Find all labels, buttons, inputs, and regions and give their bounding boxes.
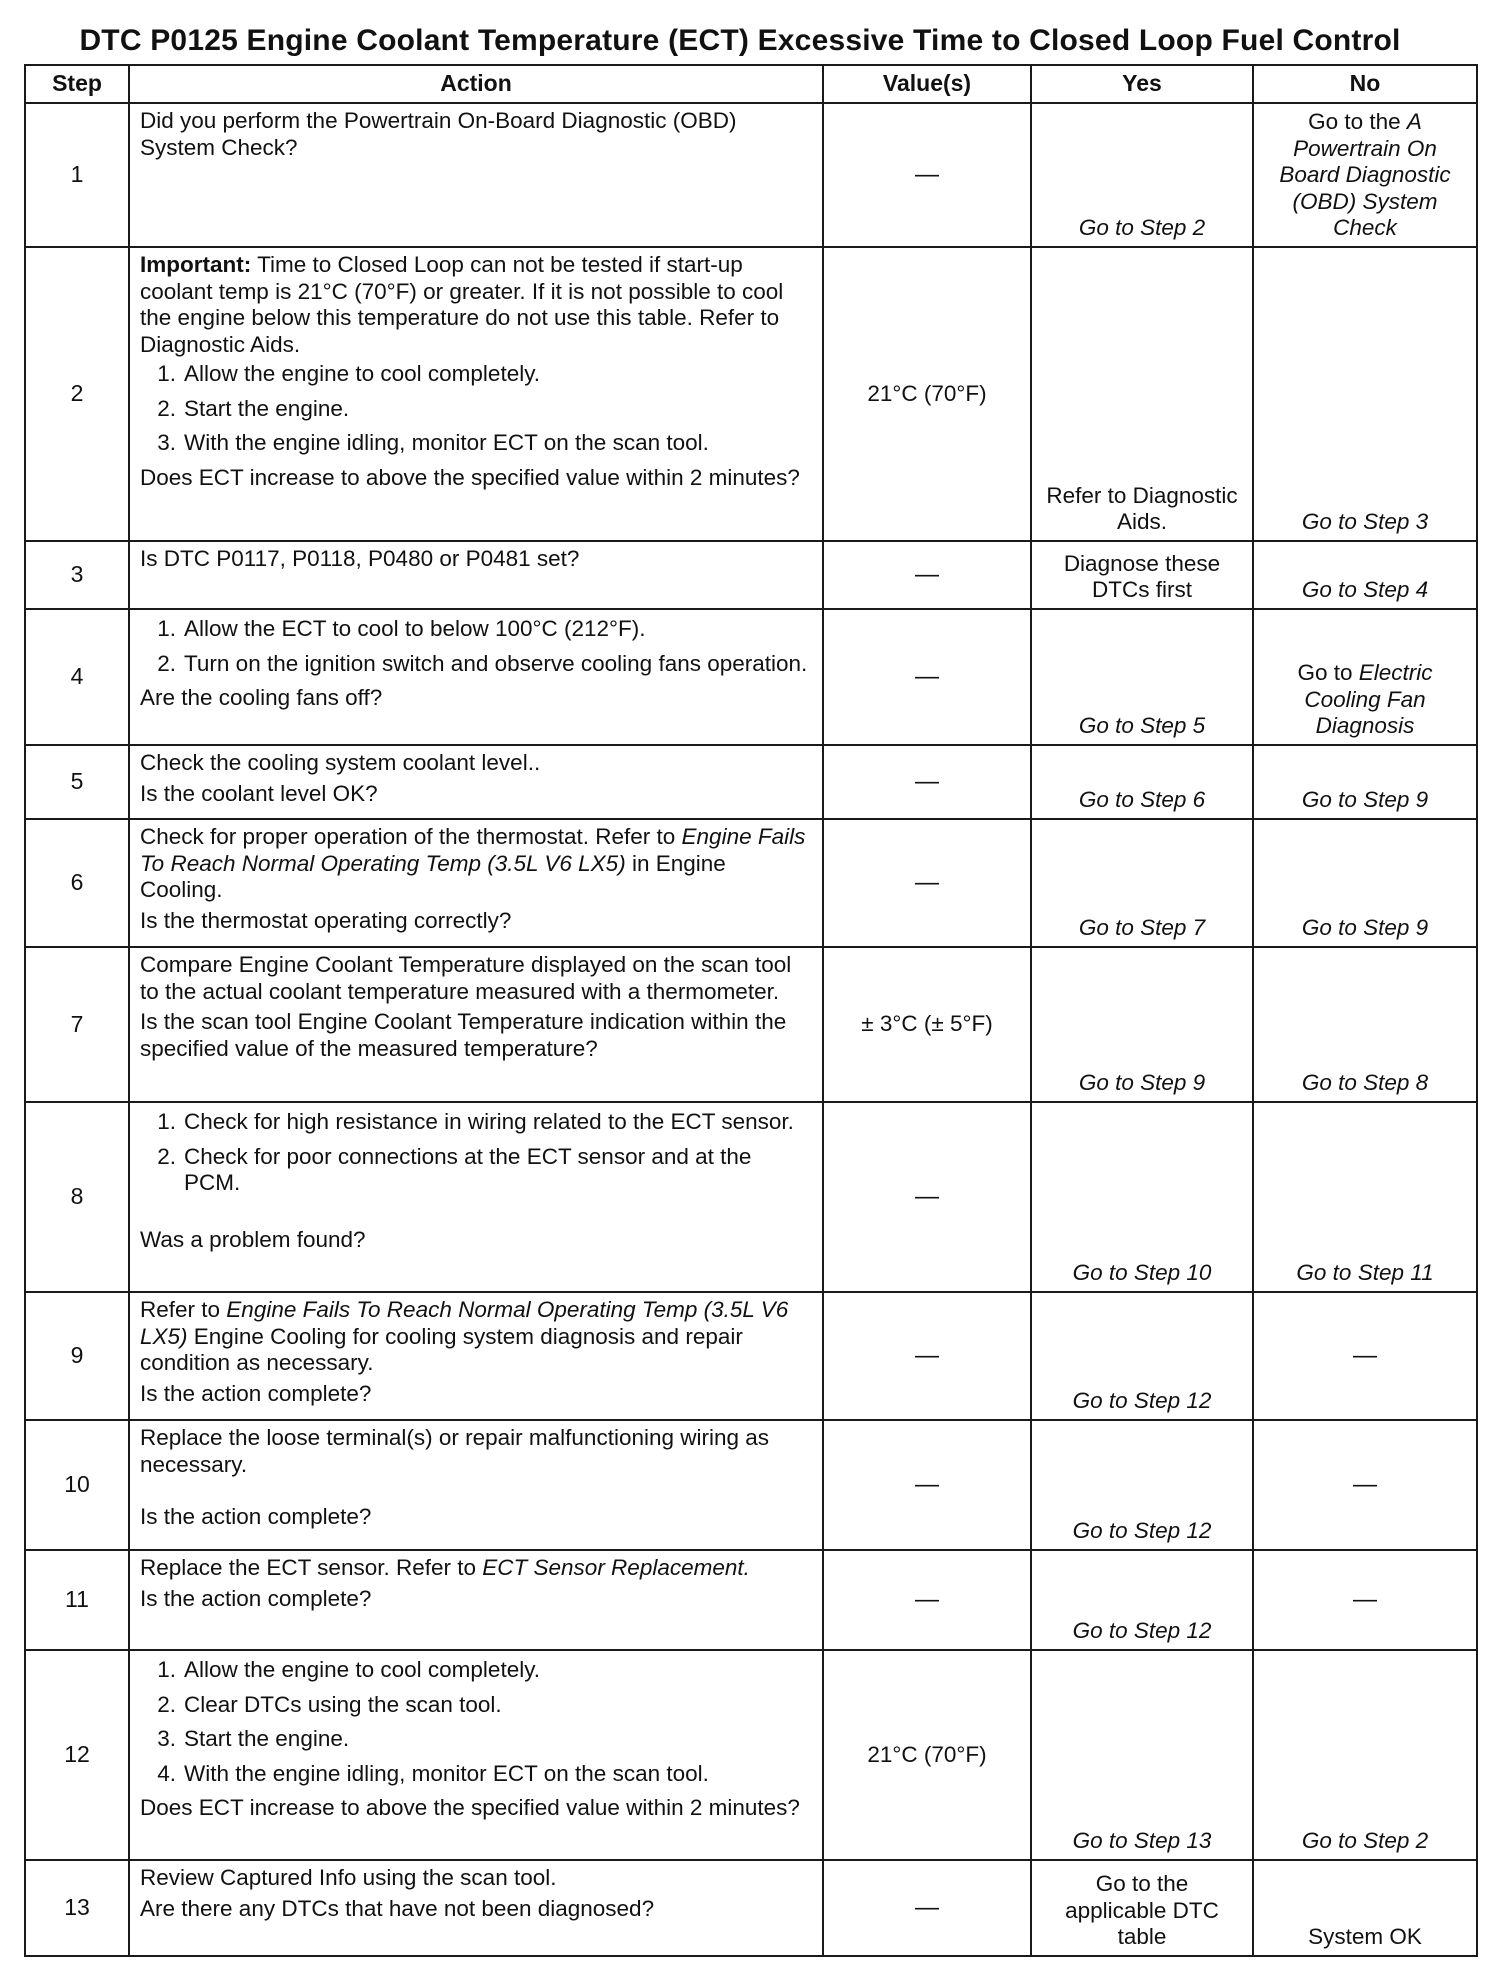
- no-cell: Go to Step 9: [1253, 745, 1477, 819]
- yes-cell: Diagnose these DTCs first: [1031, 541, 1253, 609]
- header-step: Step: [25, 65, 129, 103]
- action-text: Compare Engine Coolant Temperature displayed on the scan tool to the actual coolant temperature measured with a thermometer.: [140, 952, 792, 1004]
- list-text: Check for high resistance in wiring related to the ECT sensor.: [184, 1109, 794, 1134]
- action-cell: [129, 1650, 823, 1860]
- table-row: [25, 819, 1477, 947]
- header-yes: Yes: [1031, 65, 1253, 103]
- list-item: [140, 1761, 812, 1788]
- table-row: [25, 541, 1477, 609]
- no-link-text: A Powertrain On Board Diagnostic (OBD) System Check: [1279, 109, 1451, 241]
- list-item: [140, 396, 812, 423]
- no-cell: Go to Step 9: [1253, 819, 1477, 947]
- no-cell: [1253, 103, 1477, 247]
- action-cell: [129, 1550, 823, 1650]
- table-row: [25, 745, 1477, 819]
- action-text-part: in Engine Cooling.: [140, 850, 726, 903]
- action-cell: [129, 947, 823, 1102]
- table-row: [25, 1420, 1477, 1550]
- list-number: 4.: [157, 1760, 176, 1786]
- action-text: Is DTC P0117, P0118, P0480 or P0481 set?: [140, 546, 580, 571]
- table-row: [25, 1292, 1477, 1420]
- list-text: Clear DTCs using the scan tool.: [184, 1691, 502, 1717]
- important-note: [140, 252, 812, 358]
- list-text: Start the engine.: [184, 1726, 350, 1752]
- list-text: Start the engine.: [184, 395, 350, 421]
- action-text: Did you perform the Powertrain On-Board Diagnostic (OBD) System Check?: [140, 108, 737, 160]
- list-number: 1.: [157, 1109, 176, 1134]
- action-cell: [129, 745, 823, 819]
- action-question: Is the scan tool Engine Coolant Temperature indication within the specified value of the measured temperature?: [140, 1009, 787, 1061]
- action-text-part: Refer to: [140, 1297, 227, 1322]
- action-text-part: Replace the ECT sensor. Refer to: [140, 1555, 483, 1580]
- action-text: [140, 824, 812, 904]
- diagnostic-table: [24, 64, 1478, 1957]
- step-number: 11: [25, 1550, 129, 1650]
- header-values: Value(s): [823, 65, 1031, 103]
- reference-title: ECT Sensor Replacement.: [482, 1555, 750, 1580]
- step-number: 10: [25, 1420, 129, 1550]
- action-cell: [129, 247, 823, 541]
- value-text: —: [915, 1182, 939, 1210]
- no-cell: Go to Step 11: [1253, 1102, 1477, 1292]
- list-text: With the engine idling, monitor ECT on the scan tool.: [184, 430, 709, 456]
- action-question: Is the action complete?: [140, 1585, 372, 1611]
- table-row: [25, 247, 1477, 541]
- action-cell: [129, 103, 823, 247]
- list-text: Check for poor connections at the ECT sensor and at the PCM.: [184, 1143, 752, 1196]
- table-header-row: [25, 65, 1477, 103]
- list-number: 1.: [157, 361, 176, 387]
- list-text: Allow the engine to cool completely.: [184, 361, 541, 387]
- value-cell: [823, 1292, 1031, 1420]
- no-text: —: [1353, 1470, 1377, 1498]
- list-number: 2.: [157, 650, 176, 676]
- no-cell: System OK: [1253, 1860, 1477, 1956]
- no-cell: [1253, 1292, 1477, 1420]
- list-number: 2.: [157, 395, 176, 421]
- action-text: Replace the loose terminal(s) or repair malfunctioning wiring as necessary.: [140, 1425, 770, 1477]
- action-text-part: Check for proper operation of the thermostat. Refer to: [140, 824, 682, 849]
- value-cell: [823, 1550, 1031, 1650]
- yes-cell: Go to Step 12: [1031, 1420, 1253, 1550]
- value-text: —: [915, 560, 939, 588]
- value-cell: [823, 745, 1031, 819]
- list-number: 2.: [157, 1143, 176, 1169]
- no-text: —: [1353, 1341, 1377, 1369]
- value-cell: [823, 1102, 1031, 1292]
- no-cell: Go to Step 8: [1253, 947, 1477, 1102]
- no-link-text: Electric Cooling Fan Diagnosis: [1304, 660, 1433, 739]
- important-label: Important:: [140, 252, 252, 277]
- list-item: [140, 1109, 812, 1136]
- important-text: Time to Closed Loop can not be tested if start-up coolant temp is 21°C (70°F) or greater. If it is not possible to cool the engine below this temperature do not use this table. Refer to Diagnostic Aids.: [140, 252, 784, 357]
- step-number: 9: [25, 1292, 129, 1420]
- yes-cell: Go to Step 7: [1031, 819, 1253, 947]
- table-row: [25, 947, 1477, 1102]
- list-number: 3.: [157, 430, 176, 456]
- no-cell: Go to Step 3: [1253, 247, 1477, 541]
- table-row: [25, 1102, 1477, 1292]
- list-text: Turn on the ignition switch and observe cooling fans operation.: [184, 650, 808, 676]
- action-cell: [129, 1292, 823, 1420]
- yes-cell: Go to Step 2: [1031, 103, 1253, 247]
- no-text: Go to the: [1308, 109, 1407, 135]
- step-number: 4: [25, 609, 129, 745]
- action-text: Review Captured Info using the scan tool.: [140, 1865, 557, 1890]
- yes-cell: Refer to Diagnostic Aids.: [1031, 247, 1253, 541]
- step-number: 12: [25, 1650, 129, 1860]
- yes-cell: Go to Step 13: [1031, 1650, 1253, 1860]
- action-cell: [129, 1860, 823, 1956]
- value-text: 21°C (70°F): [867, 1741, 987, 1767]
- list-number: 3.: [157, 1726, 176, 1752]
- table-row: [25, 103, 1477, 247]
- action-question: Is the action complete?: [140, 1504, 372, 1530]
- list-text: Allow the ECT to cool to below 100°C (212°F).: [184, 616, 646, 641]
- value-text: —: [915, 1585, 939, 1613]
- value-text: —: [915, 662, 939, 690]
- list-number: 2.: [157, 1691, 176, 1717]
- value-cell: [823, 1420, 1031, 1550]
- value-cell: [823, 247, 1031, 541]
- no-cell: Go to Step 4: [1253, 541, 1477, 609]
- action-cell: [129, 1102, 823, 1292]
- value-text: —: [915, 1341, 939, 1369]
- action-cell: [129, 609, 823, 745]
- action-text: Check the cooling system coolant level..: [140, 750, 541, 775]
- action-question: Does ECT increase to above the specified value within 2 minutes?: [140, 464, 800, 490]
- action-text: [140, 1297, 812, 1377]
- value-text: —: [915, 868, 939, 896]
- action-question: Is the coolant level OK?: [140, 780, 378, 806]
- action-cell: [129, 541, 823, 609]
- table-row: [25, 1550, 1477, 1650]
- step-number: 13: [25, 1860, 129, 1956]
- step-number: 3: [25, 541, 129, 609]
- action-text: [140, 1555, 812, 1582]
- yes-cell: Go to Step 12: [1031, 1550, 1253, 1650]
- reference-title: Engine Fails To Reach Normal Operating Temp (3.5L V6 LX5): [140, 824, 806, 876]
- list-number: 1.: [157, 1657, 176, 1682]
- value-cell: [823, 103, 1031, 247]
- yes-cell: Go to Step 10: [1031, 1102, 1253, 1292]
- value-cell: [823, 1860, 1031, 1956]
- no-cell: Go to Step 2: [1253, 1650, 1477, 1860]
- list-item: [140, 651, 812, 678]
- step-number: 1: [25, 103, 129, 247]
- list-item: [140, 430, 812, 457]
- value-cell: [823, 541, 1031, 609]
- action-cell: [129, 819, 823, 947]
- value-text: 21°C (70°F): [867, 380, 987, 406]
- table-row: [25, 1650, 1477, 1860]
- table-row: [25, 1860, 1477, 1956]
- yes-cell: Go to Step 5: [1031, 609, 1253, 745]
- step-number: 7: [25, 947, 129, 1102]
- table-row: [25, 609, 1477, 745]
- value-cell: [823, 947, 1031, 1102]
- header-no: No: [1253, 65, 1477, 103]
- list-item: [140, 361, 812, 388]
- no-text: Go to: [1297, 660, 1359, 686]
- action-text-part: Engine Cooling for cooling system diagnosis and repair condition as necessary.: [140, 1323, 743, 1376]
- yes-cell: Go to the applicable DTC table: [1031, 1860, 1253, 1956]
- step-number: 8: [25, 1102, 129, 1292]
- page-title: DTC P0125 Engine Coolant Temperature (ECT) Excessive Time to Closed Loop Fuel Control: [79, 24, 1401, 57]
- list-item: [140, 1657, 812, 1684]
- yes-cell: Go to Step 12: [1031, 1292, 1253, 1420]
- step-number: 2: [25, 247, 129, 541]
- action-question: Was a problem found?: [140, 1226, 366, 1252]
- value-text: —: [915, 767, 939, 795]
- value-cell: [823, 609, 1031, 745]
- value-text: —: [915, 1470, 939, 1498]
- action-question: Is the thermostat operating correctly?: [140, 907, 512, 933]
- value-text: —: [915, 160, 939, 188]
- value-text: —: [915, 1893, 939, 1921]
- header-action: Action: [129, 65, 823, 103]
- action-question: Does ECT increase to above the specified value within 2 minutes?: [140, 1795, 800, 1821]
- value-cell: [823, 819, 1031, 947]
- no-text: —: [1353, 1585, 1377, 1613]
- list-text: With the engine idling, monitor ECT on the scan tool.: [184, 1760, 709, 1786]
- yes-cell: Go to Step 9: [1031, 947, 1253, 1102]
- list-text: Allow the engine to cool completely.: [184, 1657, 541, 1682]
- no-cell: [1253, 609, 1477, 745]
- value-cell: [823, 1650, 1031, 1860]
- no-cell: [1253, 1420, 1477, 1550]
- value-text: ± 3°C (± 5°F): [861, 1011, 993, 1037]
- list-item: [140, 1144, 812, 1197]
- action-question: Is the action complete?: [140, 1380, 372, 1406]
- list-item: [140, 616, 812, 643]
- action-cell: [129, 1420, 823, 1550]
- step-number: 5: [25, 745, 129, 819]
- step-number: 6: [25, 819, 129, 947]
- list-item: [140, 1726, 812, 1753]
- no-cell: [1253, 1550, 1477, 1650]
- action-question: Are there any DTCs that have not been diagnosed?: [140, 1895, 655, 1921]
- list-item: [140, 1692, 812, 1719]
- action-question: Are the cooling fans off?: [140, 685, 383, 711]
- reference-title: Engine Fails To Reach Normal Operating Temp (3.5L V6 LX5): [140, 1297, 789, 1349]
- yes-cell: Go to Step 6: [1031, 745, 1253, 819]
- list-number: 1.: [157, 616, 176, 641]
